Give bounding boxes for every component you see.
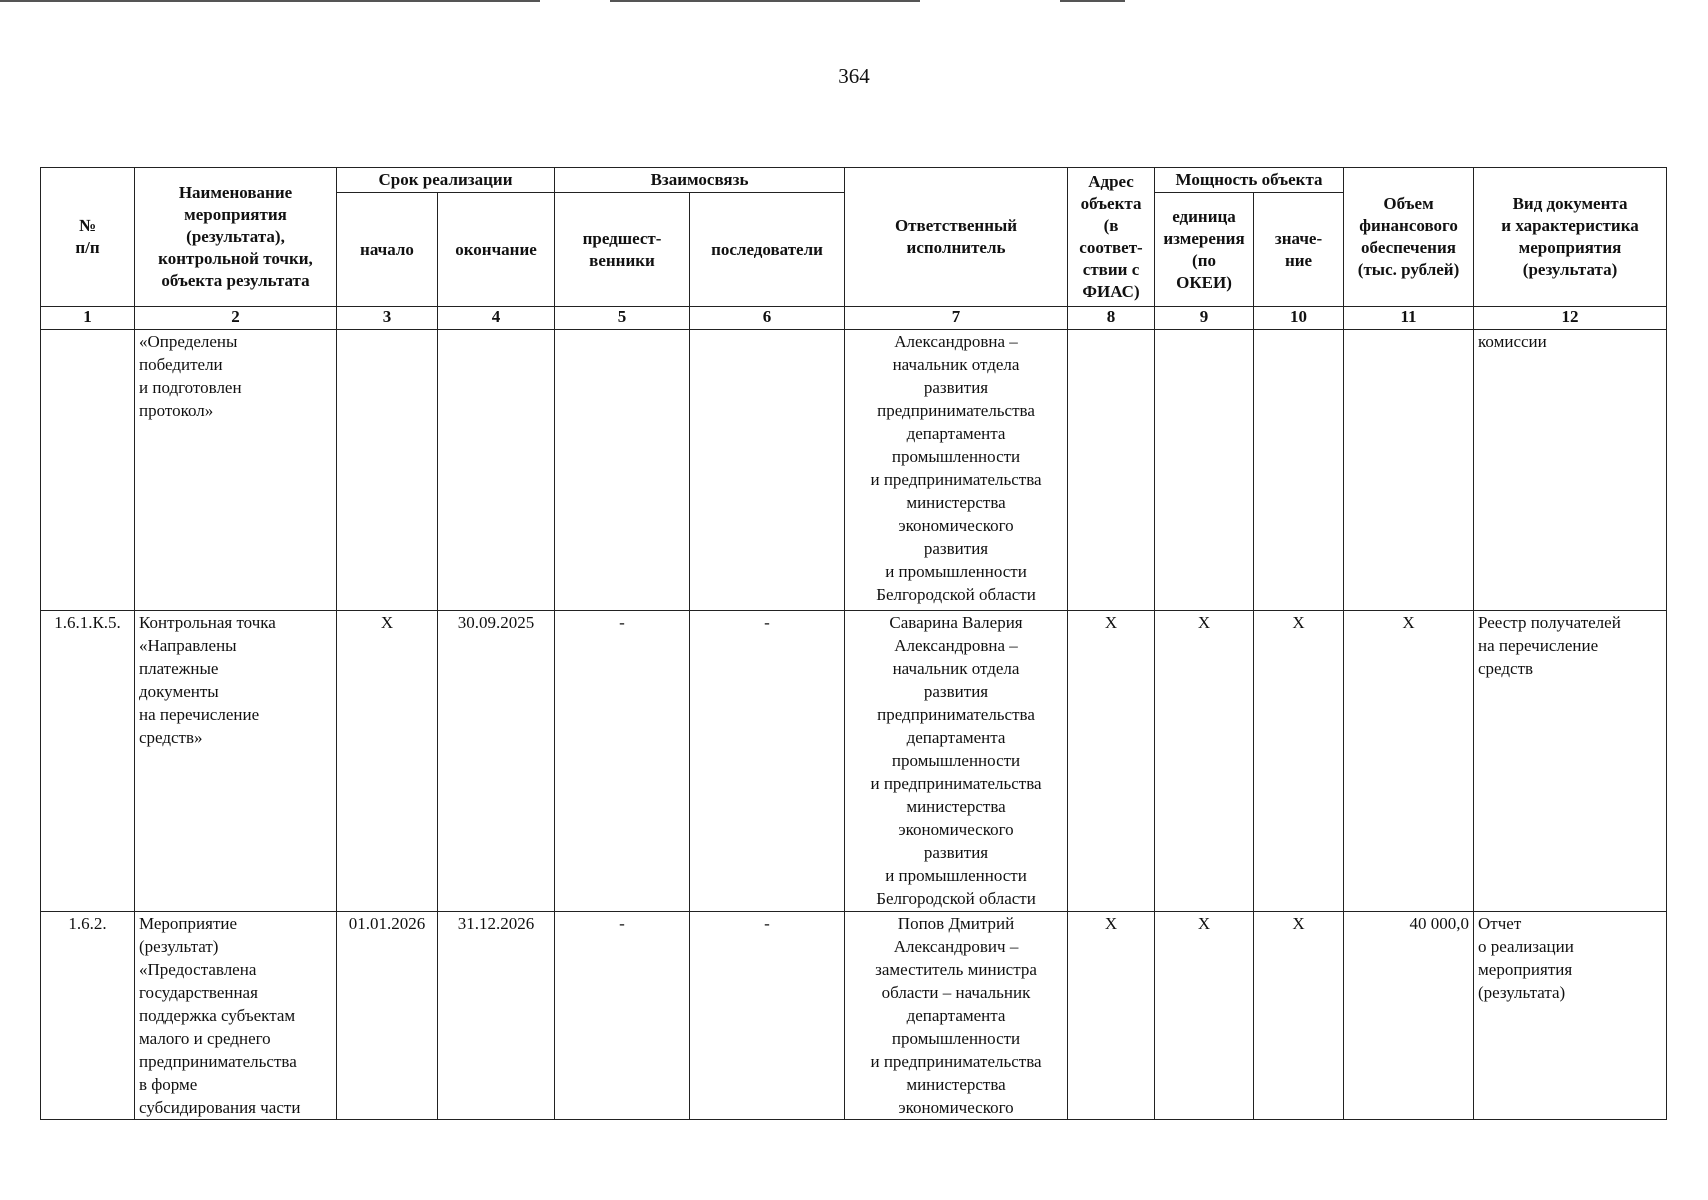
top-edge-rule [610, 0, 920, 2]
column-number: 10 [1254, 307, 1344, 330]
header-doc: Вид документа и характеристика мероприятия (результата) [1474, 168, 1667, 307]
column-number: 9 [1155, 307, 1254, 330]
cell-value: X [1254, 912, 1344, 1120]
cell-doc: Отчет о реализации мероприятия (результата) [1474, 912, 1667, 1120]
header-unit: единица измерения (по ОКЕИ) [1155, 193, 1254, 307]
cell-doc: комиссии [1474, 330, 1667, 611]
cell-name: Контрольная точка «Направлены платежные документы на перечисление средств» [135, 611, 337, 912]
column-number: 12 [1474, 307, 1667, 330]
header-predecessors: предшест- венники [555, 193, 690, 307]
cell-name: «Определены победители и подготовлен протокол» [135, 330, 337, 611]
top-edge-rule [0, 0, 540, 2]
cell-end: 30.09.2025 [438, 611, 555, 912]
cell-end [438, 330, 555, 611]
cell-unit: X [1155, 912, 1254, 1120]
cell-predecessors: - [555, 611, 690, 912]
cell-address [1068, 330, 1155, 611]
header-link-group: Взаимосвязь [555, 168, 845, 193]
column-number: 6 [690, 307, 845, 330]
cell-successors: - [690, 912, 845, 1120]
header-finance: Объем финансового обеспечения (тыс. рублей) [1344, 168, 1474, 307]
cell-responsible: Саварина Валерия Александровна – начальник отдела развития предпринимательства департамента промышленности и предпринимательства министерства экономического развития и промышленности Белгородской области [845, 611, 1068, 912]
column-number: 11 [1344, 307, 1474, 330]
cell-name: Мероприятие (результат) «Предоставлена государственная поддержка субъектам малого и среднего предпринимательства в форме субсидирования части [135, 912, 337, 1120]
column-number: 7 [845, 307, 1068, 330]
header-term-group: Срок реализации [337, 168, 555, 193]
cell-finance [1344, 330, 1474, 611]
column-number: 5 [555, 307, 690, 330]
column-number-row [41, 307, 1667, 330]
header-value: значе- ние [1254, 193, 1344, 307]
cell-predecessors [555, 330, 690, 611]
header-capacity-group: Мощность объекта [1155, 168, 1344, 193]
header-row-groups [41, 168, 1667, 193]
table-row [41, 330, 1667, 611]
cell-address: X [1068, 611, 1155, 912]
cell-start [337, 330, 438, 611]
column-number: 8 [1068, 307, 1155, 330]
header-end: окончание [438, 193, 555, 307]
column-number: 3 [337, 307, 438, 330]
table-row [41, 912, 1667, 1120]
cell-num: 1.6.2. [41, 912, 135, 1120]
cell-address: X [1068, 912, 1155, 1120]
column-number: 2 [135, 307, 337, 330]
cell-value: X [1254, 611, 1344, 912]
cell-end: 31.12.2026 [438, 912, 555, 1120]
cell-unit: X [1155, 611, 1254, 912]
cell-num [41, 330, 135, 611]
cell-responsible: Александровна – начальник отдела развития предпринимательства департамента промышленности и предпринимательства министерства экономического развития и промышленности Белгородской области [845, 330, 1068, 611]
top-edge-rule [1060, 0, 1125, 2]
cell-start: 01.01.2026 [337, 912, 438, 1120]
header-address: Адрес объекта (в соответ- ствии с ФИАС) [1068, 168, 1155, 307]
page-number: 364 [838, 64, 870, 88]
table-row [41, 611, 1667, 912]
cell-value [1254, 330, 1344, 611]
header-start: начало [337, 193, 438, 307]
cell-num: 1.6.1.К.5. [41, 611, 135, 912]
column-number: 4 [438, 307, 555, 330]
column-number: 1 [41, 307, 135, 330]
cell-doc: Реестр получателей на перечисление средств [1474, 611, 1667, 912]
header-name: Наименование мероприятия (результата), контрольной точки, объекта результата [135, 168, 337, 307]
cell-unit [1155, 330, 1254, 611]
cell-successors: - [690, 611, 845, 912]
cell-start: X [337, 611, 438, 912]
plan-table [40, 167, 1667, 1120]
cell-finance: X [1344, 611, 1474, 912]
cell-responsible: Попов Дмитрий Александрович – заместитель министра области – начальник департамента промышленности и предпринимательства министерства экономического [845, 912, 1068, 1120]
cell-finance: 40 000,0 [1344, 912, 1474, 1120]
cell-successors [690, 330, 845, 611]
cell-predecessors: - [555, 912, 690, 1120]
header-successors: последователи [690, 193, 845, 307]
header-responsible: Ответственный исполнитель [845, 168, 1068, 307]
header-num: № п/п [41, 168, 135, 307]
